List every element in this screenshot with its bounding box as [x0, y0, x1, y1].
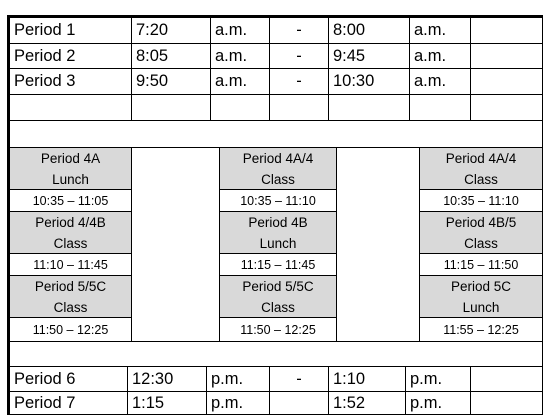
table-cell: 8:00 — [328, 17, 410, 44]
lunch-block-2 — [219, 147, 337, 342]
table-cell: Period 7 — [9, 391, 128, 415]
table-cell: a.m. — [409, 17, 471, 44]
lunch-slot-title: Period 4A/4 Class — [219, 147, 337, 190]
table-cell: 9:50 — [131, 68, 211, 95]
table-cell: 12:30 — [127, 366, 207, 392]
lunch-slot-time: 11:50 – 12:25 — [9, 317, 132, 342]
table-cell: Period 6 — [9, 366, 128, 392]
table-cell — [470, 43, 543, 69]
table-cell: - — [269, 43, 329, 69]
table-cell — [328, 94, 410, 121]
table-cell: p.m. — [405, 366, 471, 392]
table-cell: p.m. — [206, 391, 270, 415]
table-cell: a.m. — [409, 68, 471, 95]
table-cell: 8:05 — [131, 43, 211, 69]
table-cell: Period 3 — [9, 68, 132, 95]
lunch-block-1 — [9, 147, 132, 342]
table-cell: 7:20 — [131, 17, 211, 44]
table-cell — [210, 94, 270, 121]
lunch-slot-time: 11:15 – 11:50 — [419, 253, 543, 276]
lunch-slot-title: Period 4B Lunch — [219, 211, 337, 254]
table-cell — [470, 68, 543, 95]
lunch-slot-time: 10:35 – 11:10 — [419, 189, 543, 212]
lunch-slot-title: Period 4A/4 Class — [419, 147, 543, 190]
spacer-row — [9, 341, 543, 367]
table-cell — [9, 94, 132, 121]
table-cell — [269, 391, 329, 415]
lunch-slot-title: Period 5C Lunch — [419, 275, 543, 318]
table-cell: 10:30 — [328, 68, 410, 95]
lunch-slot-time: 11:15 – 11:45 — [219, 253, 337, 276]
table-cell — [470, 94, 543, 121]
table-cell: - — [269, 17, 329, 44]
table-cell: a.m. — [210, 17, 270, 44]
lunch-block-3 — [419, 147, 543, 342]
table-cell — [131, 94, 211, 121]
table-cell: a.m. — [210, 68, 270, 95]
table-cell: p.m. — [206, 366, 270, 392]
table-cell — [269, 94, 329, 121]
lunch-slot-time: 11:50 – 12:25 — [219, 317, 337, 342]
bell-schedule-table — [7, 15, 543, 415]
lunch-slot-time: 10:35 – 11:05 — [9, 189, 132, 212]
lunch-slot-title: Period 4/4B Class — [9, 211, 132, 254]
table-cell: p.m. — [405, 391, 471, 415]
table-cell: - — [269, 366, 329, 392]
lunch-slot-title: Period 4B/5 Class — [419, 211, 543, 254]
table-cell: 1:15 — [127, 391, 207, 415]
lunch-slot-title: Period 4A Lunch — [9, 147, 132, 190]
spacer-row — [9, 120, 543, 148]
table-cell — [409, 94, 471, 121]
lunch-slot-title: Period 5/5C Class — [219, 275, 337, 318]
table-cell: 1:10 — [328, 366, 406, 392]
lunch-slot-time: 11:10 – 11:45 — [9, 253, 132, 276]
table-cell: - — [269, 68, 329, 95]
table-cell: 9:45 — [328, 43, 410, 69]
table-cell: a.m. — [409, 43, 471, 69]
lunch-slot-title: Period 5/5C Class — [9, 275, 132, 318]
table-cell: Period 1 — [9, 17, 132, 44]
table-cell: a.m. — [210, 43, 270, 69]
lunch-slot-time: 10:35 – 11:10 — [219, 189, 337, 212]
table-cell — [470, 17, 543, 44]
table-cell: Period 2 — [9, 43, 132, 69]
lunch-slot-time: 11:55 – 12:25 — [419, 317, 543, 342]
table-cell — [470, 391, 543, 415]
table-cell — [470, 366, 543, 392]
table-cell: 1:52 — [328, 391, 406, 415]
